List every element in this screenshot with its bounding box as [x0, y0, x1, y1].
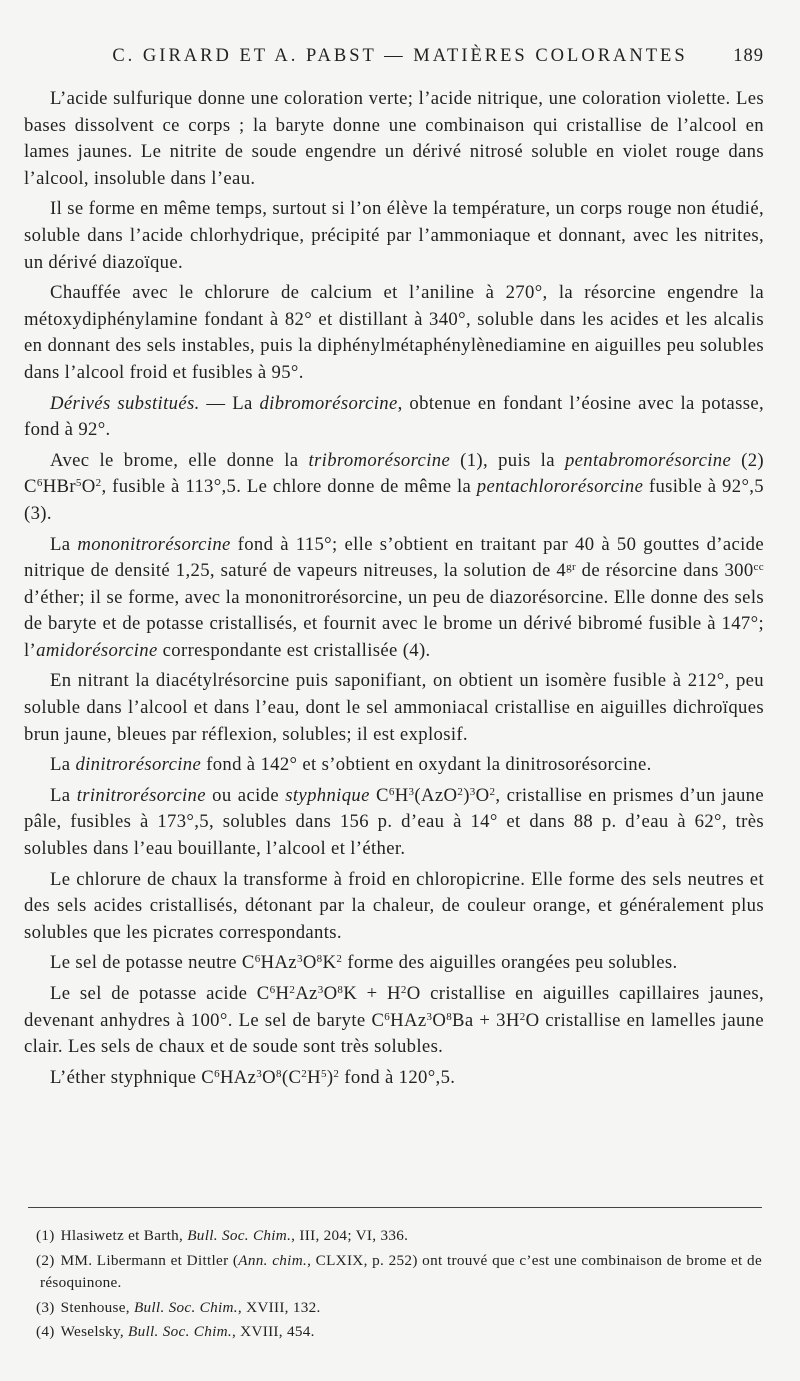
- paragraph-10: Le chlorure de chaux la transforme à froid en chloropicrine. Elle forme des sels neutres et des sels acides cristallisés, détonant par la chaleur, de couleur orange, et généralement plus solubles que les picrates correspondants.: [24, 868, 764, 943]
- footnote-divider: [28, 1207, 762, 1208]
- footnote-number: (1): [36, 1227, 55, 1244]
- footnote-1: (1) Hlasiwetz et Barth, Bull. Soc. Chim., III, 204; VI, 336.: [30, 1225, 762, 1248]
- paragraph-4: Dérivés substitués. — La dibromorésorcine, obtenue en fondant l’éosine avec la potasse, fond à 92°.: [24, 392, 764, 441]
- compound-name: pentachlororésorcine: [476, 476, 644, 498]
- paragraph-9: La trinitrorésorcine ou acide styphnique $C^6H^3(AzO^2)^3O^2$, cristallise en prismes d’un jaune pâle, fusibles à 173°,5, solubles dans 156 p. d’eau à 14° et dans 88 p. d’eau à 62°, très solubles dans l’eau bouillante, l’alcool et l’éther.: [24, 784, 765, 860]
- paragraph-3: Chauffée avec le chlorure de calcium et l’aniline à 270°, la résorcine engendre la métoxydiphénylamine fondant à 82° et distillant à 340°, soluble dans les acides et les alcalis en donnant des sels instables, puis la diphénylmétaphénylènediamine en aiguilles peu solubles dans l’alcool froid et fusibles à 95°.: [24, 282, 764, 383]
- paragraph-8: La dinitrorésorcine fond à 142° et s’obtient en oxydant la dinitrosorésorcine.: [50, 754, 652, 776]
- compound-name: dibromorésorcine: [259, 392, 398, 414]
- running-title: C. GIRARD ET A. PABST — MATIÈRES COLORANTES: [112, 46, 688, 66]
- body-text: [24, 86, 764, 1095]
- footnote-number: (4): [36, 1323, 55, 1340]
- paragraph-2: Il se forme en même temps, surtout si l’on élève la température, un corps rouge non étudié, soluble dans l’acide chlorhydrique, précipité par l’ammoniaque et donnant, avec les nitrites, un dérivé diazoïque.: [24, 198, 764, 273]
- page-number: 189: [733, 46, 764, 66]
- compound-name: trinitrorésorcine: [76, 784, 206, 806]
- paragraph-13: L’éther styphnique $C^6HAz^3O^8(C^2H^5)^2$ fond à 120°,5.: [50, 1066, 456, 1088]
- compound-name: mononitrorésorcine: [77, 533, 231, 555]
- paragraph-12: Le sel de potasse acide $C^6H^2Az^3O^8K + H^2O$ cristallise en aiguilles capillaires jaunes, devenant anhydres à 100°. Le sel de baryte $C^6HAz^3O^8Ba + 3H^2O$ cristallise en lamelles jaune clair. Les sels de chaux et de soude sont très solubles.: [24, 983, 765, 1058]
- section-heading: Dérivés substitués.: [50, 392, 200, 414]
- paragraph-5: Avec le brome, elle donne la tribromorésorcine (1), puis la pentabromorésorcine (2) $C^6HBr^5O^2$, fusible à 113°,5. Le chlore donne de même la pentachlororésorcine fusible à 92°,5 (3).: [24, 449, 765, 524]
- footnote-number: (3): [36, 1298, 55, 1316]
- paragraph-6: La mononitrorésorcine fond à 115°; elle s’obtient en traitant par 40 à 50 gouttes d’acide nitrique de densité 1,25, saturé de vapeurs nitreuses, la solution de $4^{gr}$ de résorcine dans $300^{cc}$ d’éther; il se forme, avec la mononitrorésorcine, un peu de diazorésorcine. Elle donne des sels de baryte et de potasse cristallisés, et fournit avec le brome un dérivé bibromé fusible à 147°; l’amidorésorcine correspondante est cristallisée (4).: [24, 533, 765, 661]
- compound-name: dinitrorésorcine: [75, 754, 202, 776]
- footnotes: [30, 1225, 762, 1346]
- running-header: [0, 44, 800, 74]
- compound-name: tribromorésorcine: [308, 449, 451, 471]
- footnote-4: (4) Weselsky, Bull. Soc. Chim., XVIII, 454.: [30, 1321, 762, 1344]
- paragraph-7: En nitrant la diacétylrésorcine puis saponifiant, on obtient un isomère fusible à 212°, peu soluble dans l’alcool et dans l’eau, dont le sel ammoniacal cristallise en aiguilles dichroïques brun jaune, bleues par réflexion, solubles; il est explosif.: [24, 670, 764, 745]
- footnote-3: (3) Stenhouse, Bull. Soc. Chim., XVIII, 132.: [30, 1297, 762, 1320]
- footnote-number: (2): [36, 1251, 55, 1269]
- compound-name: pentabromorésorcine: [564, 449, 732, 471]
- compound-name: amidorésorcine: [36, 639, 158, 661]
- footnote-2: (2) MM. Libermann et Dittler (Ann. chim., CLXIX, p. 252) ont trouvé que c’est une combinaison de brome et de résoquinone.: [36, 1251, 762, 1291]
- paragraph-11: Le sel de potasse neutre $C^6HAz^3O^8K^2$ forme des aiguilles orangées peu solubles.: [50, 952, 678, 974]
- paragraph-1: L’acide sulfurique donne une coloration verte; l’acide nitrique, une coloration violette. Les bases dissolvent ce corps ; la baryte donne une combinaison qui cristallise de l’alcool en lames jaunes. Le nitrite de soude engendre un dérivé nitrosé soluble en violet rouge dans l’alcool, insoluble dans l’eau.: [24, 88, 764, 189]
- compound-name: styphnique: [285, 784, 370, 806]
